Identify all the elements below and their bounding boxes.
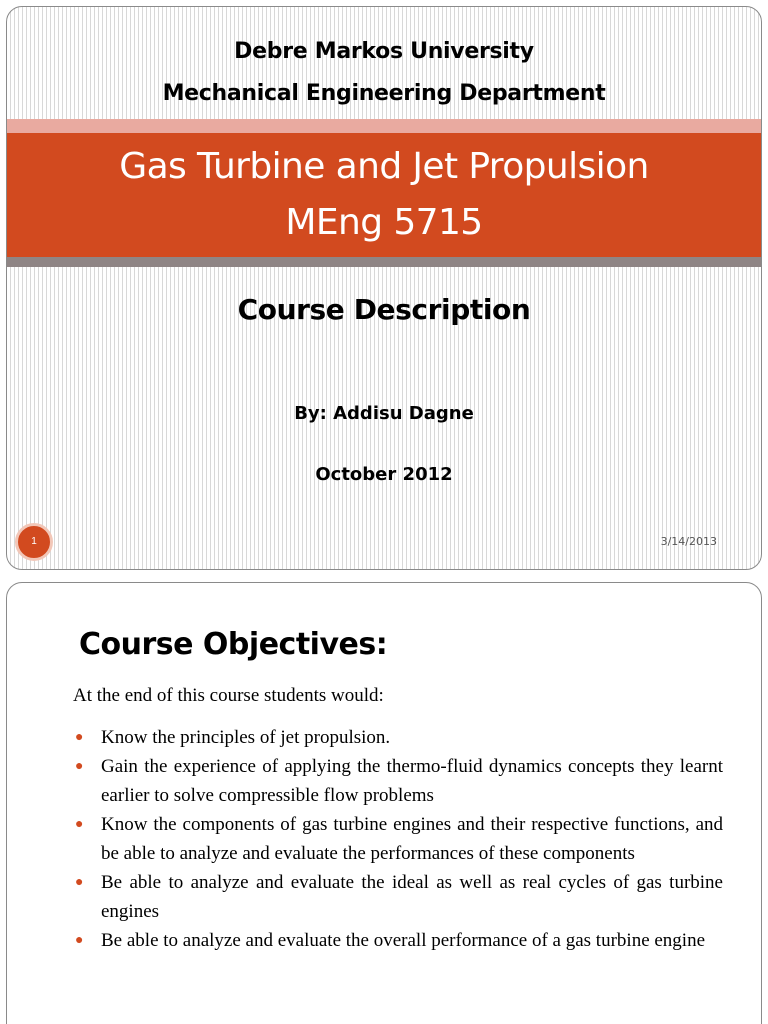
list-item [73,752,723,810]
bullet-dot-icon: ● [75,759,84,774]
bullet-dot-icon: ● [75,730,84,745]
course-title: Gas Turbine and Jet Propulsion [119,146,649,187]
objective-text: Be able to analyze and evaluate the overall performance of a gas turbine engine [101,930,706,951]
objectives-title: Course Objectives: [79,627,388,662]
slide-number-badge: 1 [15,523,53,561]
list-item [73,723,723,752]
bullet-dot-icon: ● [75,817,84,832]
objectives-intro: At the end of this course students would: [73,685,384,706]
objectives-slide [6,582,762,1024]
title-band [7,133,761,257]
slide-subtitle: Course Description [237,293,531,326]
slide-header [7,31,761,115]
accent-band-top [7,119,761,133]
objective-text: Be able to analyze and evaluate the ideal as well as real cycles of gas turbine engines [101,872,723,922]
bullet-dot-icon: ● [75,933,84,948]
objective-text: Know the components of gas turbine engines and their respective functions, and be able to analyze and evaluate the performances of these components [101,814,723,864]
bullet-dot-icon: ● [75,875,84,890]
list-item [73,810,723,868]
objective-text: Gain the experience of applying the thermo-fluid dynamics concepts they learnt earlier to solve compressible flow problems [101,756,723,806]
course-code: MEng 5715 [285,202,483,243]
accent-band-bottom [7,257,761,267]
title-slide [6,6,762,570]
list-item [73,926,723,955]
objective-text: Know the principles of jet propulsion. [101,727,391,748]
author-line: By: Addisu Dagne [294,403,474,424]
university-name: Debre Markos University [234,39,534,64]
date-line: October 2012 [315,464,453,485]
department-name: Mechanical Engineering Department [162,81,606,106]
slide-footer-date: 3/14/2013 [660,535,717,548]
list-item [73,868,723,926]
objectives-list [73,723,723,955]
